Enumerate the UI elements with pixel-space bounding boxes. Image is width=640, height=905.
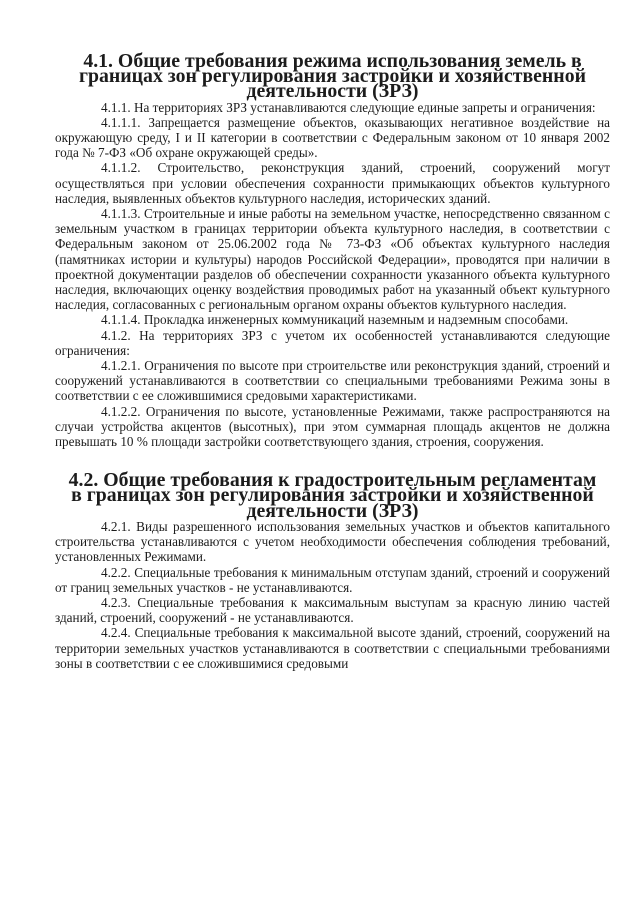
section-4-2-heading: 4.2. Общие требования к градостроительным регламентам в границах зон регулирования застройки и хозяйственной деятельности (ЗРЗ): [68, 469, 597, 522]
paragraph-4-1-2-2: 4.1.2.2. Ограничения по высоте, установленные Режимами, также распространяются на случаи устройства акцентов (высотных), при этом суммарная площадь акцентов не должна превышать 10 % площади застройки соответствующего здания, строения, сооружения.: [55, 403, 610, 450]
paragraph-4-1-1-4: 4.1.1.4. Прокладка инженерных коммуникаций наземным и надземным способами.: [101, 312, 569, 328]
paragraph-4-1-2: 4.1.2. На территориях ЗРЗ с учетом их особенностей устанавливаются следующие ограничения:: [55, 327, 610, 358]
paragraph-4-1-1-3: 4.1.1.3. Строительные и иные работы на земельном участке, непосредственно связанном с земельным участком в границах территории объекта культурного наследия, в соответствии с Федеральным законом от 25.06.2002 года № 73-ФЗ «Об объектах культурного наследия (памятниках истории и культуры) народов Российской Федерации», проводятся при наличии в проектной документации разделов об обеспечении сохранности указанного объекта культурного наследия, включающих оценку воздействия проводимых работ на указанный объект культурного наследия, согласованных с региональным органом охраны объектов культурного наследия.: [55, 206, 610, 313]
paragraph-4-2-1: 4.2.1. Виды разрешенного использования земельных участков и объектов капитального строительства устанавливаются с учетом необходимости обеспечения соблюдения требований, установленных Режимами.: [55, 518, 610, 565]
section-4-1-heading: 4.1. Общие требования режима использования земель в границах зон регулирования застройки и хозяйственной деятельности (ЗРЗ): [78, 50, 586, 103]
paragraph-4-1-1: 4.1.1. На территориях ЗРЗ устанавливаются следующие единые запреты и ограничения:: [101, 99, 596, 115]
paragraph-4-2-2: 4.2.2. Специальные требования к минимальным отступам зданий, строений и сооружений от границ земельных участков - не устанавливаются.: [55, 564, 610, 595]
paragraph-4-1-2-1: 4.1.2.1. Ограничения по высоте при строительстве или реконструкция зданий, строений и сооружений устанавливаются в соответствии со специальными требованиями Режима зоны в соответствии с ее сложившимися средовыми характеристиками.: [55, 358, 610, 404]
paragraph-4-1-1-2: 4.1.1.2. Строительство, реконструкция зданий, строений, сооружений могут осуществляться при условии обеспечения сохранности примыкающих объектов культурного наследия, выявленных объектов культурного наследия, исторических зданий.: [55, 160, 610, 206]
paragraph-4-2-4: 4.2.4. Специальные требования к максимальной высоте зданий, строений, сооружений на территории земельных участков устанавливаются в соответствии с специальными требованиями зоны в соответствии с ее сложившимися средовыми: [55, 625, 610, 671]
paragraph-4-2-3: 4.2.3. Специальные требования к максимальным выступам за красную линию частей зданий, строений, сооружений - не устанавливаются.: [55, 594, 610, 626]
paragraph-4-1-1-1: 4.1.1.1. Запрещается размещение объектов, оказывающих негативное воздействие на окружающую среду, I и II категории в соответствии с Федеральным законом от 10 января 2002 года № 7-ФЗ «Об охране окружающей среды».: [55, 114, 610, 161]
